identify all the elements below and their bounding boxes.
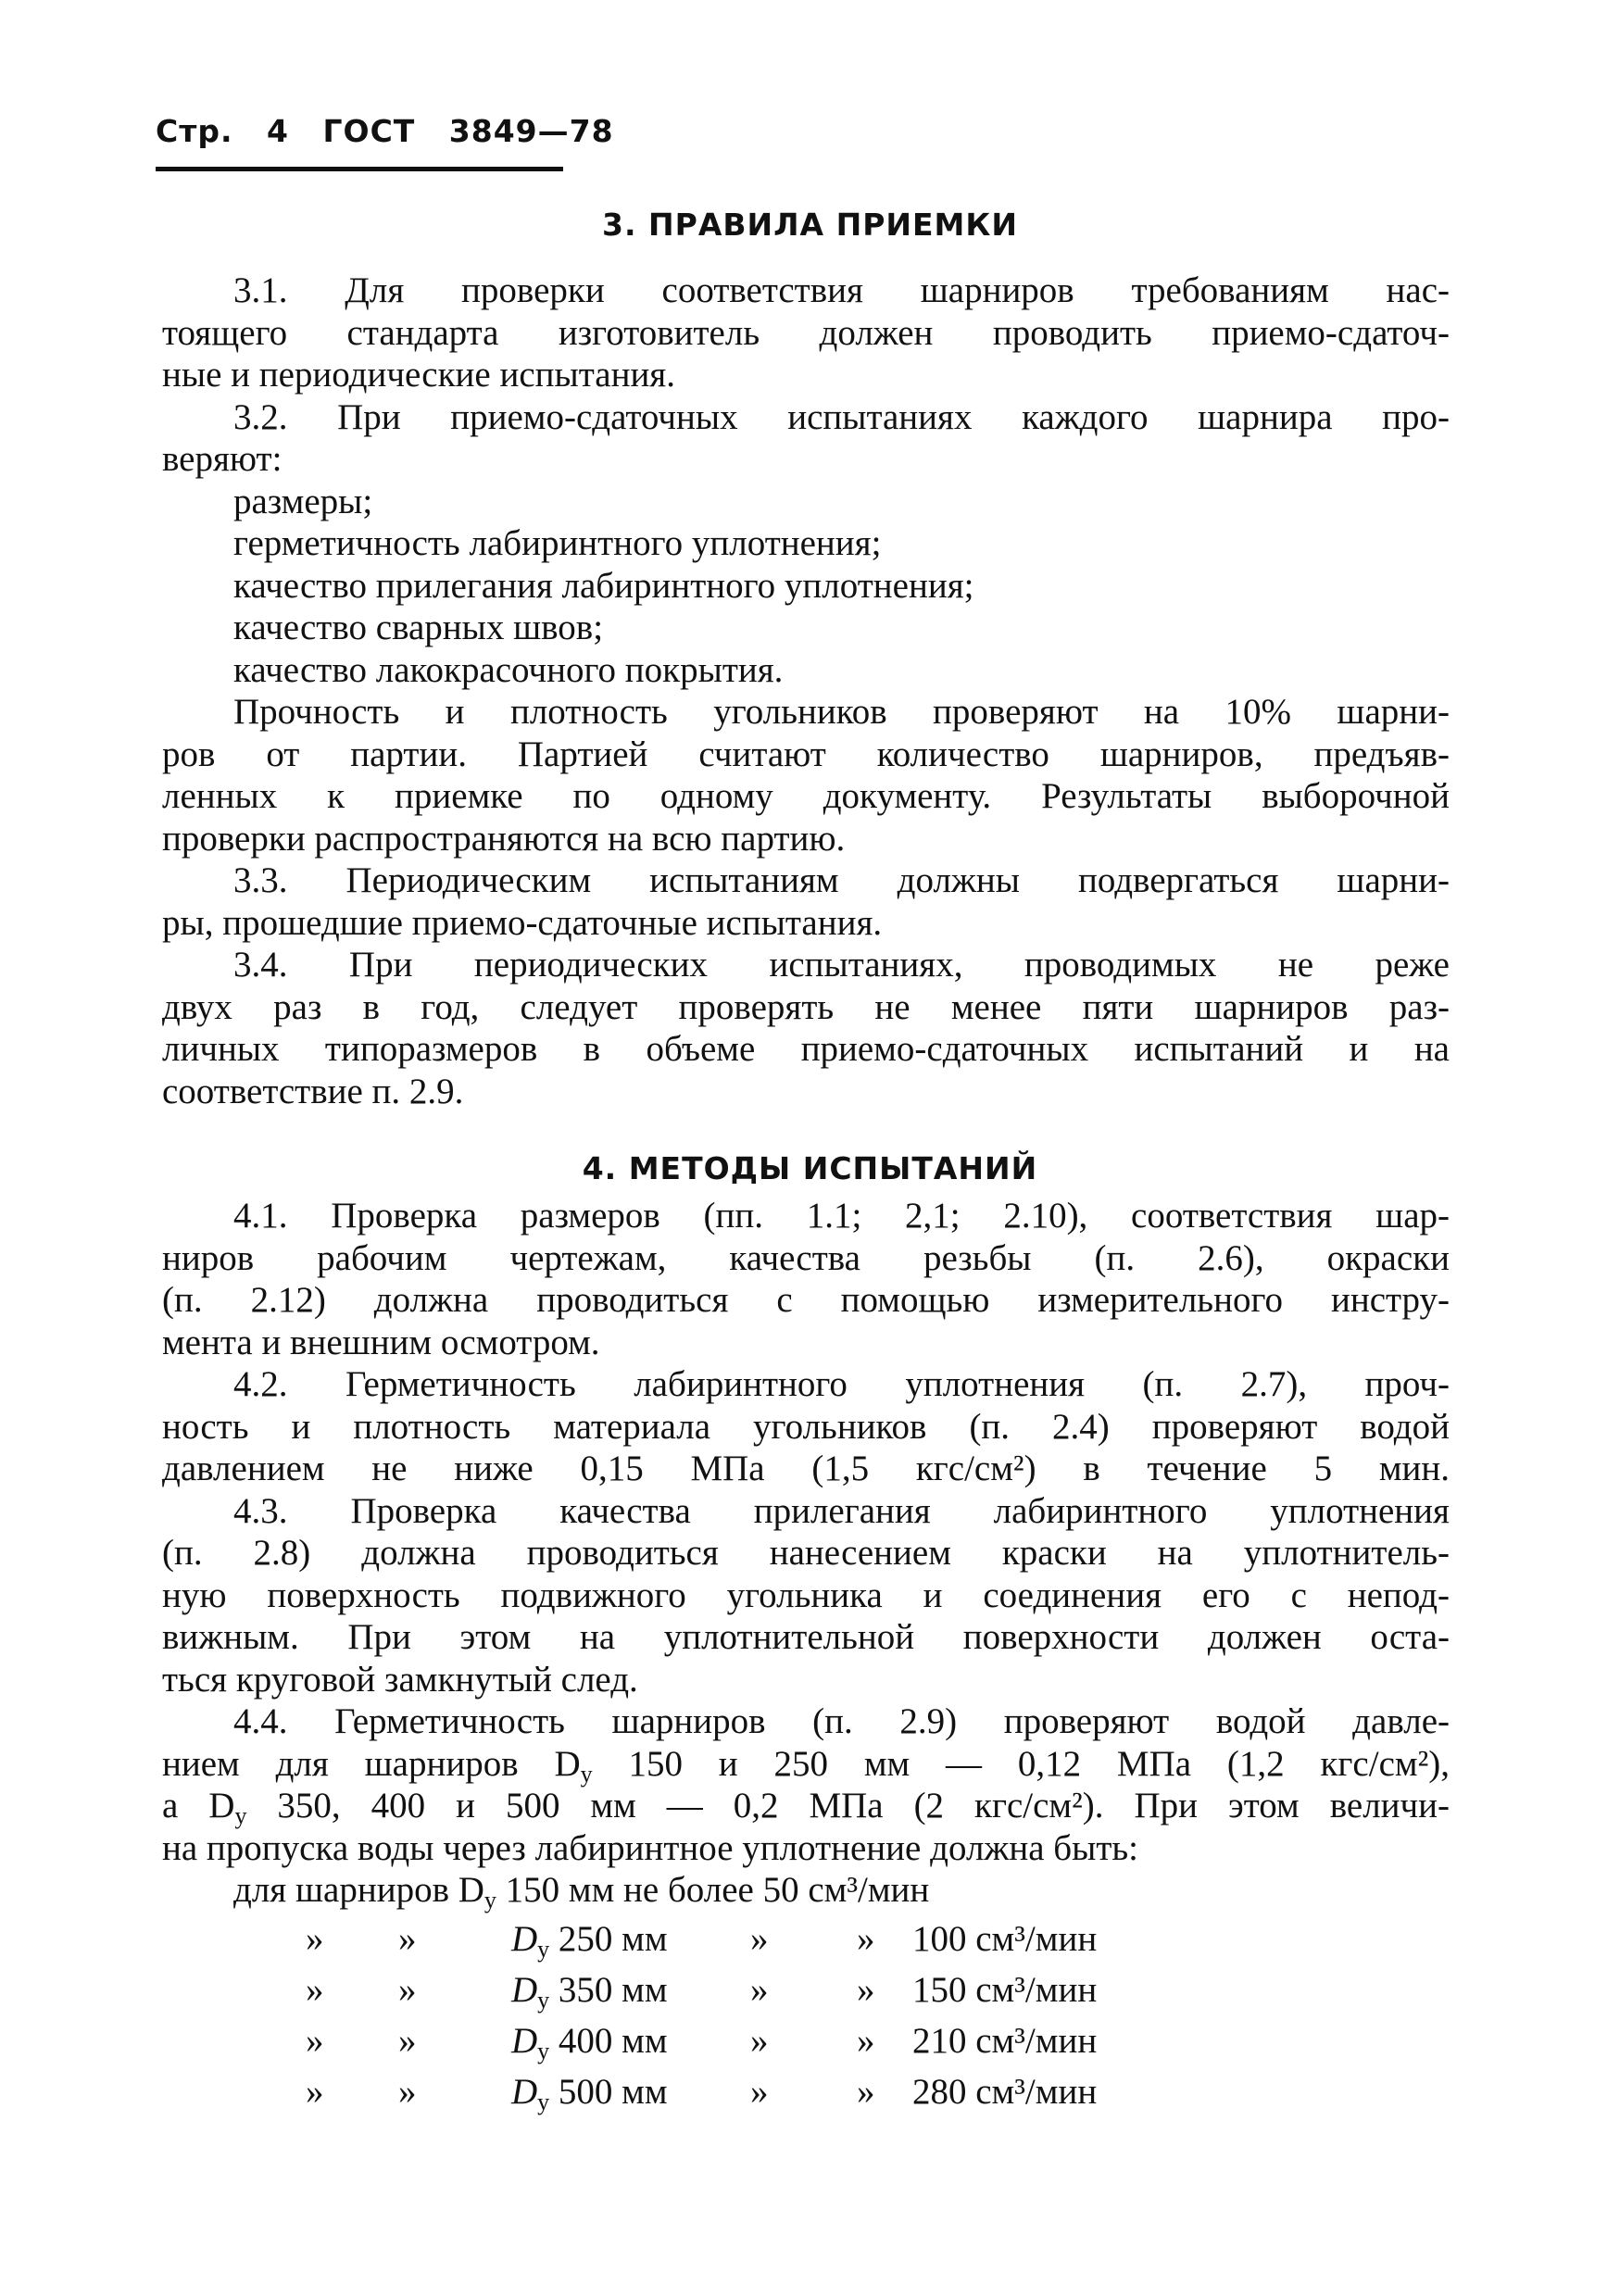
size: 500 мм [558,2072,668,2112]
ditto-mark: » [857,2021,875,2061]
text-line: ров от партии. Партией считают количество шарниров, предъяв- [162,734,1450,774]
standard-label: ГОСТ [322,113,416,149]
text-line: вижным. При этом на уплотнительной поверхности должен оста- [162,1617,1450,1657]
page-label: Стр. [156,113,233,149]
line-start: для шарниров D [233,1870,484,1910]
size: 350 мм [558,1970,668,2010]
ditto-mark: » [306,1970,324,2010]
text-line: 4.4. Герметичность шарниров (п. 2.9) проверяют водой давле- [233,1701,1450,1741]
subscript: у [234,1802,247,1829]
line-end: 150 и 250 мм — 0,12 МПа (1,2 кгс/см²), [592,1744,1450,1784]
leak-value: 100 см³/мин [912,1919,1098,1959]
text-line: веряют: [162,439,283,479]
ditto-mark: » [306,2072,324,2112]
dy-symbol: D [511,2072,538,2112]
text-line: мента и внешним осмотром. [162,1323,600,1362]
nominal-diameter [511,2020,668,2073]
dy-symbol: D [511,1919,538,1959]
text-line: ные и периодические испытания. [162,355,675,395]
dy-subscript: у [537,2038,550,2064]
text-line: давлением не ниже 0,15 МПа (1,5 кгс/см²) в течение 5 мин. [162,1449,1450,1488]
text-line: личных типоразмеров в объеме приемо-сдаточных испытаний и на [162,1029,1450,1069]
text-line: 3.1. Для проверки соответствия шарниров требованиям нас- [233,270,1450,310]
text-line: ться круговой замкнутый след. [162,1660,638,1700]
ditto-mark: » [398,2072,417,2112]
text-line [233,1869,929,1922]
text-line: 3.2. При приемо-сдаточных испытаниях каждого шарнира про- [233,397,1450,437]
ditto-mark: » [750,1970,769,2010]
text-line: ленных к приемке по одному документу. Результаты выборочной [162,776,1450,816]
ditto-mark: » [398,1970,417,2010]
ditto-mark: » [857,2072,875,2112]
dy-subscript: у [537,1936,550,1963]
text-line: ную поверхность подвижного угольника и соединения его с непод- [162,1575,1450,1615]
list-item: герметичность лабиринтного уплотнения; [233,523,882,563]
ditto-mark: » [398,1919,417,1959]
ditto-mark: » [750,2021,769,2061]
dy-subscript: у [537,1987,550,2014]
ditto-mark: » [398,2021,417,2061]
text-line: 4.3. Проверка качества прилегания лабиринтного уплотнения [233,1491,1450,1531]
standard-number: 3849—78 [448,113,614,149]
text-line: ность и плотность материала угольников (п. 2.4) проверяют водой [162,1407,1450,1447]
list-item: качество прилегания лабиринтного уплотнения; [233,566,974,606]
leak-value: 210 см³/мин [912,2021,1098,2061]
dy-subscript: у [537,2089,550,2115]
nominal-diameter [511,2071,668,2124]
text-line: 3.3. Периодическим испытаниям должны подвергаться шарни- [233,860,1450,900]
page-header [156,113,636,149]
ditto-mark: » [857,1919,875,1959]
nominal-diameter [511,1969,668,2022]
section-4-title: 4. МЕТОДЫ ИСПЫТАНИЙ [582,1150,1038,1186]
text-line: Прочность и плотность угольников проверяют на 10% шарни- [233,692,1450,732]
text-line: двух раз в год, следует проверять не менее пяти шарниров раз- [162,987,1450,1027]
ditto-mark: » [750,1919,769,1959]
text-line: (п. 2.12) должна проводиться с помощью измерительного инстру- [162,1280,1450,1320]
text-line: на пропуска воды через лабиринтное уплотнение должна быть: [162,1828,1138,1868]
subscript: у [483,1887,496,1913]
ditto-mark: » [857,1970,875,2010]
size: 400 мм [558,2021,668,2061]
text-line: 3.4. При периодических испытаниях, проводимых не реже [233,945,1450,985]
line-end: 150 мм не более 50 см³/мин [496,1870,930,1910]
text-line: (п. 2.8) должна проводиться нанесением краски на уплотнитель- [162,1533,1450,1573]
page-number: 4 [267,113,289,149]
text-line: проверки распространяются на всю партию. [162,819,846,859]
line-start: нием для шарниров D [162,1744,581,1784]
subscript: у [580,1761,593,1788]
list-item: качество лакокрасочного покрытия. [233,650,784,690]
text-line: ниров рабочим чертежам, качества резьбы (п. 2.6), окраски [162,1238,1450,1278]
text-line: 4.2. Герметичность лабиринтного уплотнения (п. 2.7), проч- [233,1364,1450,1404]
header-rule [156,167,563,171]
ditto-mark: » [306,2021,324,2061]
dy-symbol: D [511,2021,538,2061]
section-3-title: 3. ПРАВИЛА ПРИЕМКИ [602,207,1018,243]
list-item: размеры; [233,482,373,521]
line-start: а D [162,1786,235,1826]
text-line: тоящего стандарта изготовитель должен проводить приемо-сдаточ- [162,313,1450,353]
line-end: 350, 400 и 500 мм — 0,2 МПа (2 кгс/см²). При этом величи- [246,1786,1450,1826]
text-line: ры, прошедшие приемо-сдаточные испытания. [162,903,883,943]
dy-symbol: D [511,1970,538,2010]
ditto-mark: » [306,1919,324,1959]
text-line: 4.1. Проверка размеров (пп. 1.1; 2,1; 2.10), соответствия шар- [233,1196,1450,1236]
text-line: соответствие п. 2.9. [162,1072,464,1111]
size: 250 мм [558,1919,668,1959]
nominal-diameter [511,1918,668,1971]
list-item: качество сварных швов; [233,608,604,647]
leak-value: 280 см³/мин [912,2072,1098,2112]
leak-value: 150 см³/мин [912,1970,1098,2010]
ditto-mark: » [750,2072,769,2112]
